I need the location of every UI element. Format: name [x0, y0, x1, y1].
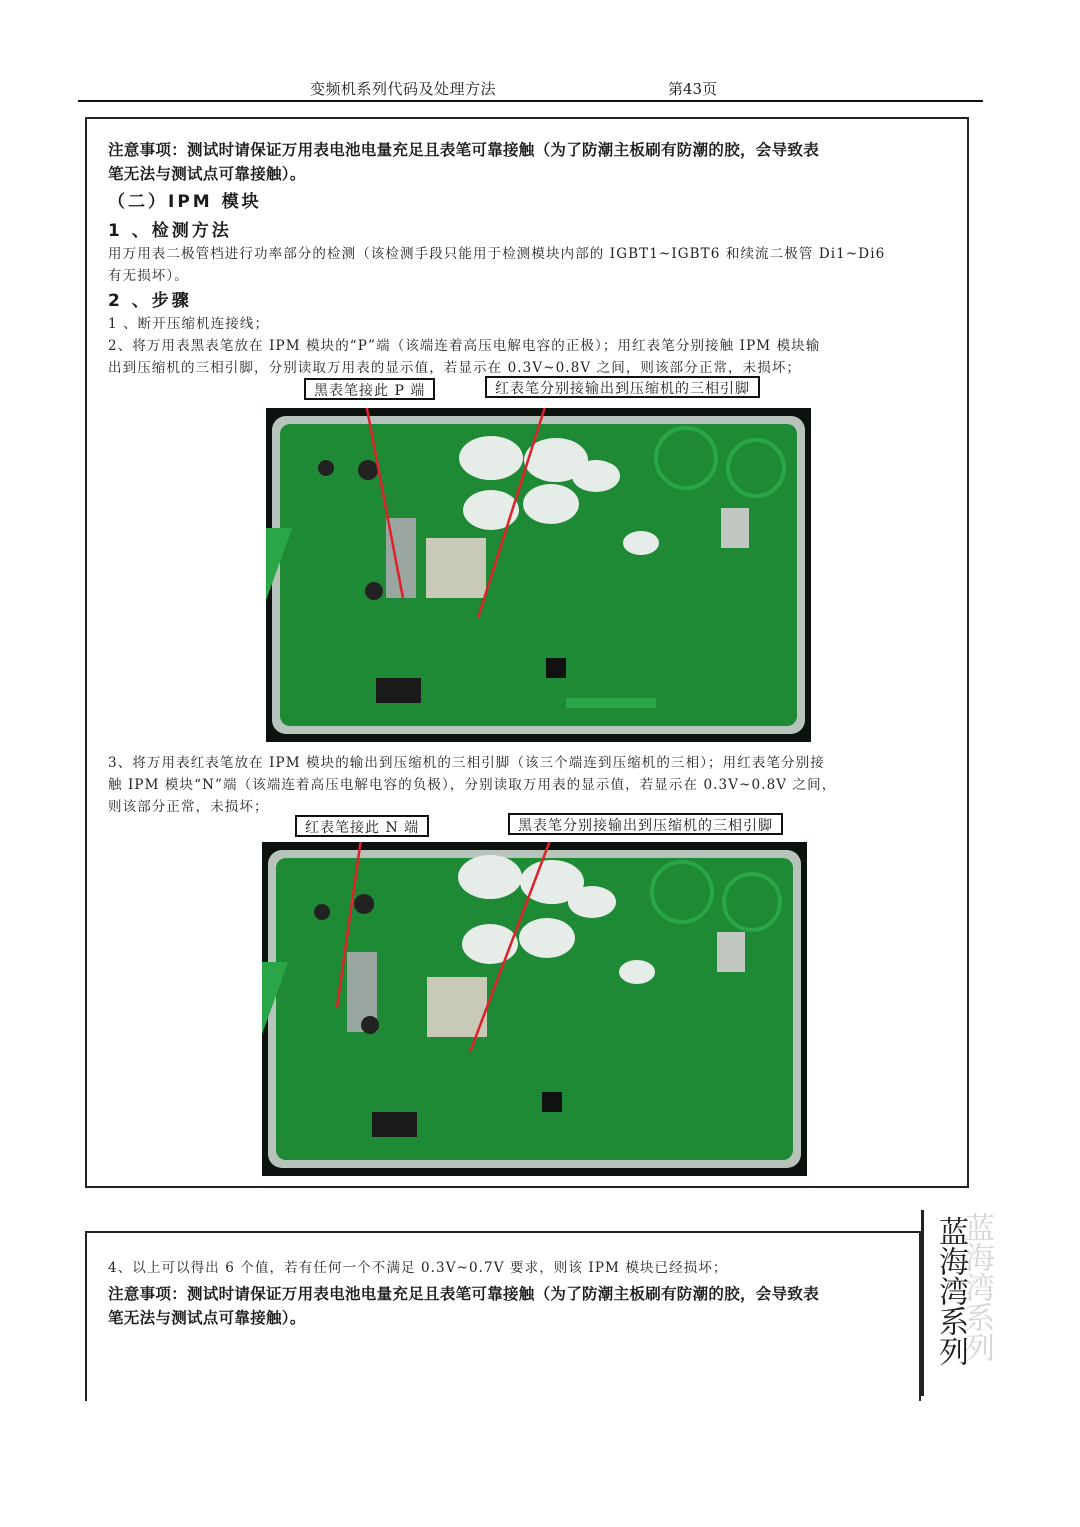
step-4: 4、以上可以得出 6 个值，若有任何一个不满足 0.3V~0.7V 要求，则该 IPM 模块已经损坏；	[108, 1260, 728, 1276]
header-title: 变频机系列代码及处理方法	[310, 80, 497, 98]
callout-red-probe-n: 红表笔接此 N 端	[295, 815, 429, 837]
side-divider	[921, 1210, 924, 1396]
side-label-shadow: 蓝海湾系列	[959, 1212, 994, 1362]
step-2-line-2: 出到压缩机的三相引脚，分别读取万用表的显示值，若显示在 0.3V~0.8V 之间，则该部分正常，未损坏；	[108, 360, 802, 376]
note-line-1: 注意事项：测试时请保证万用表电池电量充足且表笔可靠接触（为了防潮主板刷有防潮的胶，会导致表	[108, 141, 820, 159]
method-line-2: 有无损坏）。	[108, 268, 189, 284]
side-label: 蓝海湾系列	[933, 1216, 968, 1366]
page-number: 第43页	[668, 80, 718, 98]
callout-red-probe-phases: 红表笔分别接输出到压缩机的三相引脚	[485, 376, 760, 398]
subsection-steps-title: 2 、步骤	[108, 291, 192, 311]
header-divider	[78, 100, 983, 102]
step-3-line-2: 触 IPM 模块“N”端（该端连着高压电解电容的负极），分别读取万用表的显示值，若显示在 0.3V~0.8V 之间，	[108, 777, 837, 793]
subsection-method-title: 1 、检测方法	[108, 221, 232, 241]
pcb-photo-p-terminal	[266, 408, 811, 742]
step-1: 1 、断开压缩机连接线；	[108, 316, 270, 332]
section-title: （二）IPM 模块	[108, 192, 262, 212]
note-2-line-2: 笔无法与测试点可靠接触）。	[108, 1309, 306, 1327]
callout-black-probe-phases: 黑表笔分别接输出到压缩机的三相引脚	[508, 813, 783, 835]
step-3-line-1: 3、将万用表红表笔放在 IPM 模块的输出到压缩机的三相引脚（该三个端连到压缩机的三相）；用红表笔分别接	[108, 755, 825, 771]
note-2-line-1: 注意事项：测试时请保证万用表电池电量充足且表笔可靠接触（为了防潮主板刷有防潮的胶，会导致表	[108, 1285, 820, 1303]
step-2-line-1: 2、将万用表黑表笔放在 IPM 模块的“P”端（该端连着高压电解电容的正极）；用红表笔分别接触 IPM 模块输	[108, 338, 821, 354]
step-3-line-3: 则该部分正常，未损坏；	[108, 799, 269, 815]
callout-black-probe-p: 黑表笔接此 P 端	[304, 378, 435, 400]
method-line-1: 用万用表二极管档进行功率部分的检测（该检测手段只能用于检测模块内部的 IGBT1~IGBT6 和续流二极管 Di1~Di6	[108, 246, 886, 262]
pcb-photo-n-terminal	[262, 842, 807, 1176]
note-line-2: 笔无法与测试点可靠接触）。	[108, 165, 306, 183]
